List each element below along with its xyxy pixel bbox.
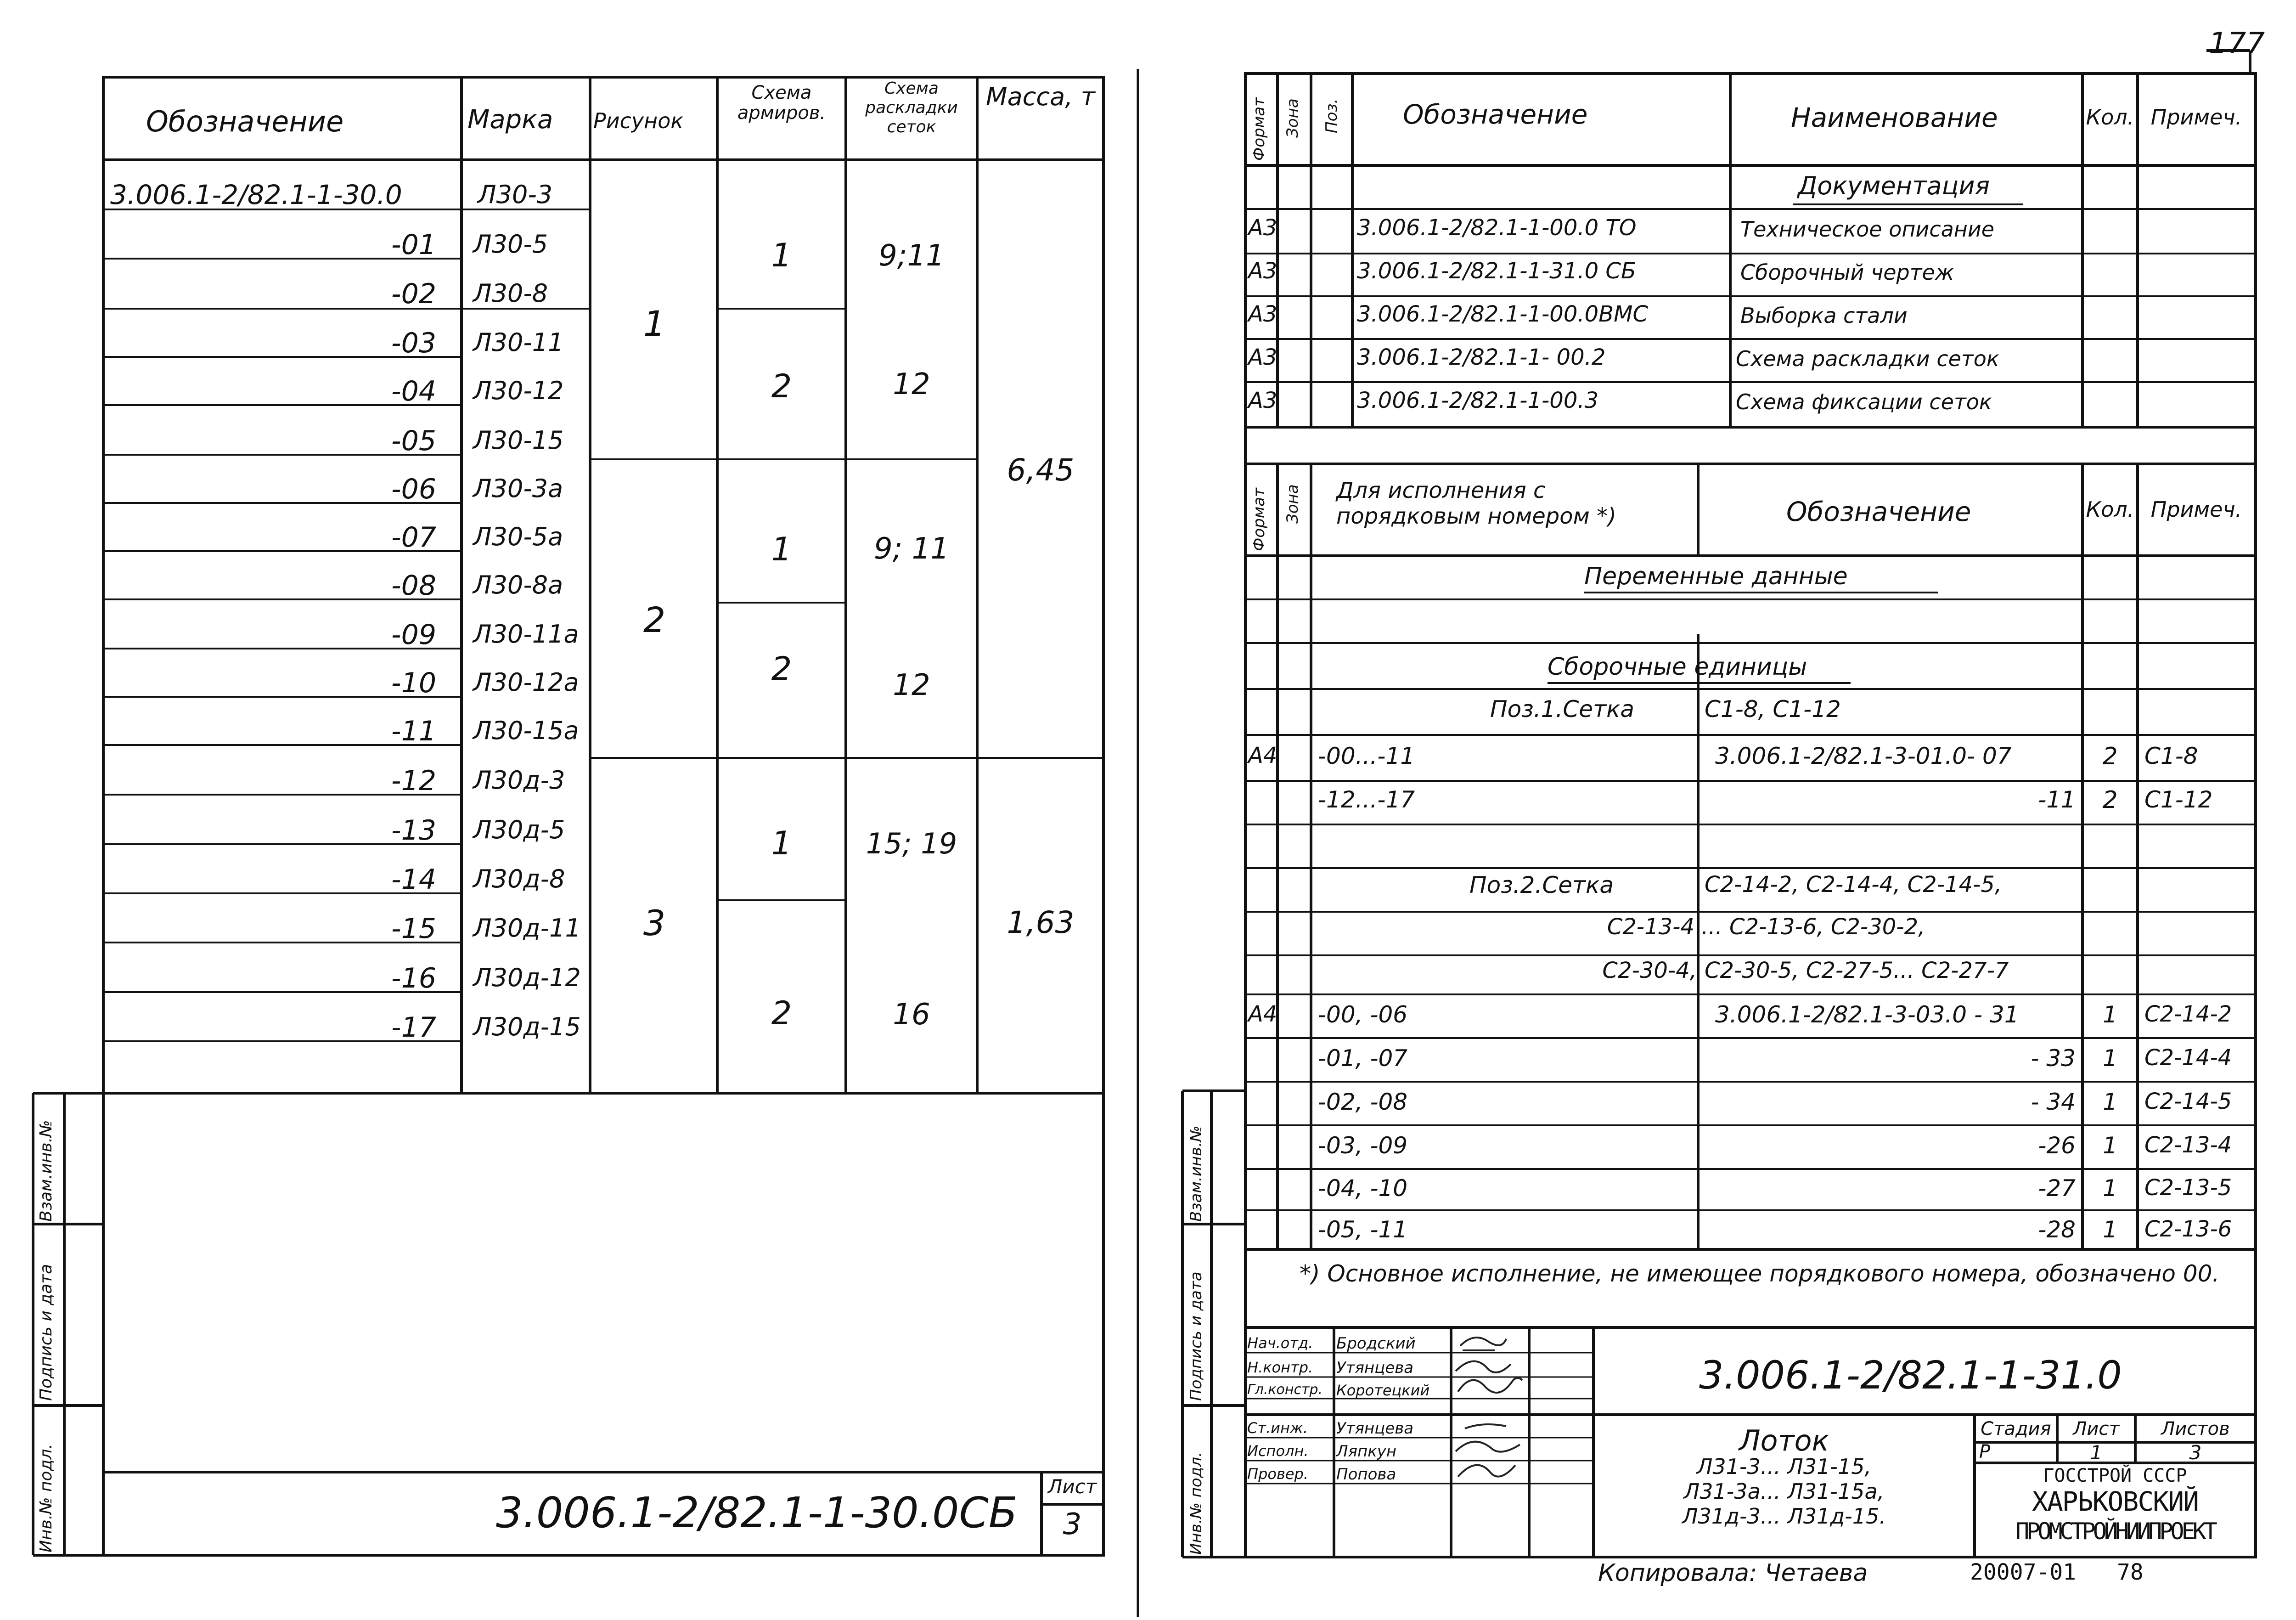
row-mark: Л30-11а [473, 620, 579, 649]
mesh-scheme-value: 12 [893, 668, 930, 702]
row-mark: Л30д-12 [473, 963, 581, 992]
header-mark: Марка [467, 105, 553, 135]
group2-qty: 1 [2103, 1216, 2117, 1243]
pos2-line-left: С2-30-4, [1602, 958, 1697, 983]
row-mark: Л30-5а [473, 522, 563, 551]
doc-format: А3 [1248, 215, 1277, 241]
row-mark: Л30д-5 [473, 815, 565, 844]
group1-designation: 3.006.1-2/82.1-3-01.0- 07 [1715, 743, 2012, 769]
group2-note: С2-14-5 [2144, 1089, 2232, 1114]
stamp-title-line: Л31-3... Л31-15, [1696, 1454, 1872, 1479]
stamp-org-line: ГОССТРОЙ СССР [2043, 1465, 2187, 1486]
row-mark: Л30-12 [473, 376, 564, 405]
side-label-signature-date-right: Подпись и дата [1187, 1271, 1205, 1401]
stamp-role: Нач.отд. [1247, 1334, 1313, 1352]
row-designation: -03 [391, 327, 436, 359]
stamp-stage: Р [1979, 1441, 1991, 1462]
header-designation-right: Обозначение [1403, 99, 1588, 130]
group2-exec: -05, -11 [1318, 1216, 1408, 1243]
group2-designation: 3.006.1-2/82.1-3-03.0 - 31 [1715, 1001, 2019, 1028]
header-mesh-scheme: Схема раскладки сеток [865, 79, 958, 136]
side-label-replace-inv-no: Взам.инв.№ [37, 1120, 56, 1222]
header-zone: Зона [1283, 98, 1302, 138]
row-mark: Л30-3 [478, 180, 553, 209]
group2-exec: -04, -10 [1318, 1175, 1408, 1202]
figure-number: 1 [643, 303, 666, 344]
pos1-label: Поз.1.Сетка [1490, 696, 1635, 723]
row-mark: Л30д-8 [473, 864, 565, 893]
row-designation: -13 [391, 814, 436, 847]
header-position: Поз. [1322, 98, 1341, 133]
stamp-title-line: Л31-3а... Л31-15а, [1683, 1479, 1885, 1504]
row-designation: -09 [391, 619, 436, 651]
archive-number: 20007-01 [1970, 1559, 2077, 1585]
copied-by: Копировала: Четаева [1598, 1559, 1868, 1587]
header-format-2: Формат [1250, 488, 1268, 551]
header-reinforcement-scheme: Схема армиров. [737, 82, 826, 124]
row-mark: Л30-3а [473, 474, 563, 503]
side-label-inv-no: Инв.№ подл. [37, 1444, 56, 1552]
group2-exec: -03, -09 [1318, 1132, 1408, 1159]
header-format: Формат [1250, 97, 1268, 161]
group2-qty: 1 [2103, 1089, 2117, 1115]
group1-note: С1-12 [2144, 786, 2213, 813]
group2-designation: -26 [2038, 1132, 2076, 1159]
header-qty-2: Кол. [2086, 497, 2134, 522]
row-designation: -07 [391, 521, 436, 553]
row-mark: Л30-15а [473, 716, 579, 745]
stamp-org-line: ХАРЬКОВСКИЙ [2032, 1486, 2199, 1517]
mesh-scheme-value: 9;11 [878, 239, 945, 273]
row-designation: -14 [391, 864, 436, 896]
group2-designation: -27 [2038, 1175, 2076, 1202]
stamp-org-line: ПРОМСТРОЙНИИПРОЕКТ [2015, 1518, 2215, 1545]
row-mark: Л30-12а [473, 668, 579, 697]
group2-qty: 1 [2103, 1001, 2117, 1028]
header-name: Наименование [1791, 102, 1998, 133]
doc-name: Техническое описание [1740, 217, 1995, 242]
pos2-line: ... С2-13-6, С2-30-2, [1701, 914, 1925, 940]
group2-designation: - 34 [2031, 1089, 2076, 1115]
group2-qty: 1 [2103, 1045, 2117, 1072]
row-designation: 3.006.1-2/82.1-1-30.0 [110, 179, 402, 210]
doc-name: Сборочный чертеж [1740, 260, 1954, 285]
group2-note: С2-14-4 [2144, 1045, 2232, 1071]
doc-format: А3 [1248, 344, 1277, 370]
pos2-line-left: С2-13-4 [1607, 914, 1694, 940]
mesh-scheme-value: 16 [893, 998, 930, 1032]
figure-number: 3 [643, 903, 666, 943]
mesh-scheme-value: 9; 11 [873, 532, 950, 566]
row-designation: -17 [391, 1011, 436, 1044]
reinf-scheme-value: 1 [771, 824, 792, 862]
row-designation: -04 [391, 375, 436, 407]
reinf-scheme-value: 2 [771, 650, 792, 688]
left-footer-sheet-label: Лист [1047, 1475, 1097, 1498]
doc-format: А3 [1248, 388, 1277, 413]
group2-note: С2-13-6 [2144, 1216, 2232, 1242]
reinf-scheme-value: 2 [771, 367, 792, 405]
header-mass: Масса, т [986, 82, 1095, 111]
section-assembly-units: Сборочные единицы [1548, 653, 1807, 681]
reinf-scheme-value: 1 [771, 531, 792, 568]
doc-designation: 3.006.1-2/82.1-1-00.3 [1357, 388, 1599, 413]
group2-designation: -28 [2038, 1216, 2076, 1243]
reinf-scheme-value: 2 [771, 994, 792, 1032]
mass-value: 6,45 [1007, 452, 1075, 488]
row-mark: Л30-8 [473, 279, 548, 308]
row-designation: -15 [391, 913, 436, 945]
side-label-signature-date: Подпись и дата [37, 1264, 56, 1401]
row-designation: -11 [391, 715, 436, 747]
stamp-title-line: Л31д-3... Л31д-15. [1682, 1504, 1886, 1529]
side-label-inv-no-right: Инв.№ подл. [1187, 1452, 1205, 1555]
stamp-sheet-label: Лист [2073, 1418, 2120, 1439]
header-figure: Рисунок [593, 108, 684, 133]
group2-exec: -01, -07 [1318, 1045, 1408, 1072]
page-number-corner: 177 [2209, 27, 2265, 61]
figure-number: 2 [643, 599, 666, 640]
stamp-document-code: 3.006.1-2/82.1-1-31.0 [1699, 1353, 2122, 1398]
doc-name: Схема фиксации сеток [1736, 389, 1992, 414]
row-designation: -01 [391, 229, 436, 261]
row-mark: Л30-11 [473, 328, 564, 357]
row-mark: Л30д-3 [473, 766, 565, 795]
pos2-line: С2-30-5, С2-27-5... С2-27-7 [1705, 958, 2009, 983]
stamp-name: Утянцева [1336, 1419, 1414, 1438]
group2-exec: -02, -08 [1318, 1089, 1408, 1115]
stamp-sheet: 1 [2090, 1441, 2103, 1464]
row-mark: Л30д-15 [473, 1012, 581, 1041]
row-designation: -02 [391, 278, 436, 310]
doc-name: Выборка стали [1740, 303, 1908, 328]
stamp-name: Коротецкий [1336, 1382, 1430, 1399]
stamp-role: Исполн. [1247, 1442, 1309, 1460]
row-mark: Л30-15 [473, 426, 564, 455]
group1-format: А4 [1248, 743, 1277, 768]
group1-qty: 2 [2102, 743, 2118, 770]
row-designation: -16 [391, 962, 436, 994]
header-note-2: Примеч. [2150, 497, 2242, 522]
row-mark: Л30д-11 [473, 914, 581, 943]
row-designation: -10 [391, 667, 436, 699]
group2-format: А4 [1248, 1001, 1277, 1027]
group2-note: С2-13-4 [2144, 1132, 2232, 1158]
doc-designation: 3.006.1-2/82.1-1-31.0 СБ [1357, 258, 1636, 284]
stamp-sheets-label: Листов [2161, 1418, 2230, 1439]
section-documentation: Документация [1798, 171, 1990, 200]
row-designation: -12 [391, 765, 436, 797]
header-zone-2: Зона [1283, 484, 1302, 524]
stamp-name: Ляпкун [1336, 1442, 1397, 1461]
pos2-line: С2-14-2, С2-14-4, С2-14-5, [1705, 872, 2002, 897]
left-frame [103, 77, 1103, 1555]
stamp-sheets: 3 [2189, 1441, 2202, 1464]
stamp-stage-label: Стадия [1981, 1418, 2051, 1439]
group1-designation: -11 [2038, 786, 2076, 813]
left-footer-sheet-number: 3 [1063, 1507, 1082, 1541]
doc-designation: 3.006.1-2/82.1-1- 00.2 [1357, 344, 1606, 370]
stamp-name: Утянцева [1336, 1359, 1414, 1377]
row-designation: -08 [391, 570, 436, 602]
row-mark: Л30-5 [473, 230, 548, 259]
section-variable-data: Переменные данные [1584, 563, 1848, 590]
stamp-role: Гл.констр. [1247, 1382, 1323, 1398]
header-note: Примеч. [2150, 105, 2242, 130]
pos2-label: Поз.2.Сетка [1469, 872, 1614, 898]
row-designation: -06 [391, 473, 436, 505]
doc-format: А3 [1248, 301, 1277, 327]
header-qty: Кол. [2086, 105, 2134, 130]
doc-name: Схема раскладки сеток [1736, 346, 1999, 371]
stamp-role: Н.контр. [1247, 1359, 1313, 1376]
group2-note: С2-14-2 [2144, 1001, 2232, 1027]
mass-value: 1,63 [1007, 905, 1075, 940]
mesh-scheme-value: 15; 19 [866, 827, 957, 860]
group1-qty: 2 [2102, 786, 2118, 814]
stamp-name: Попова [1336, 1465, 1396, 1484]
stamp-title: Лоток [1739, 1424, 1829, 1457]
signature-scribbles [1456, 1338, 1522, 1477]
reinf-scheme-value: 1 [771, 237, 792, 274]
group1-exec: -12...-17 [1318, 786, 1415, 813]
doc-designation: 3.006.1-2/82.1-1-00.0ВМС [1357, 301, 1649, 327]
row-mark: Л30-8а [473, 570, 563, 599]
header-designation: Обозначение [146, 105, 344, 138]
group2-exec: -00, -06 [1318, 1001, 1408, 1028]
doc-format: А3 [1248, 258, 1277, 284]
group2-qty: 1 [2103, 1132, 2117, 1159]
group2-designation: - 33 [2031, 1045, 2076, 1072]
group2-note: С2-13-5 [2144, 1175, 2232, 1201]
mesh-scheme-value: 12 [893, 367, 930, 401]
stamp-role: Провер. [1247, 1465, 1308, 1483]
group1-note: С1-8 [2144, 743, 2198, 769]
group2-qty: 1 [2103, 1175, 2117, 1202]
group1-exec: -00...-11 [1318, 743, 1415, 769]
stamp-role: Ст.инж. [1247, 1419, 1308, 1437]
pos1-value: С1-8, С1-12 [1705, 696, 1841, 723]
footnote: *) Основное исполнение, не имеющее порядкового номера, обозначено 00. [1300, 1260, 2220, 1287]
side-label-replace-inv-no-right: Взам.инв.№ [1187, 1125, 1205, 1222]
archive-page: 78 [2117, 1559, 2144, 1585]
row-designation: -05 [391, 425, 436, 457]
header-for-execution: Для исполнения с порядковым номером *) [1336, 478, 1616, 529]
stamp-name: Бродский [1336, 1334, 1416, 1353]
doc-designation: 3.006.1-2/82.1-1-00.0 ТО [1357, 215, 1637, 241]
left-footer-code: 3.006.1-2/82.1-1-30.0СБ [496, 1488, 1018, 1537]
header-designation-2: Обозначение [1786, 496, 1971, 527]
